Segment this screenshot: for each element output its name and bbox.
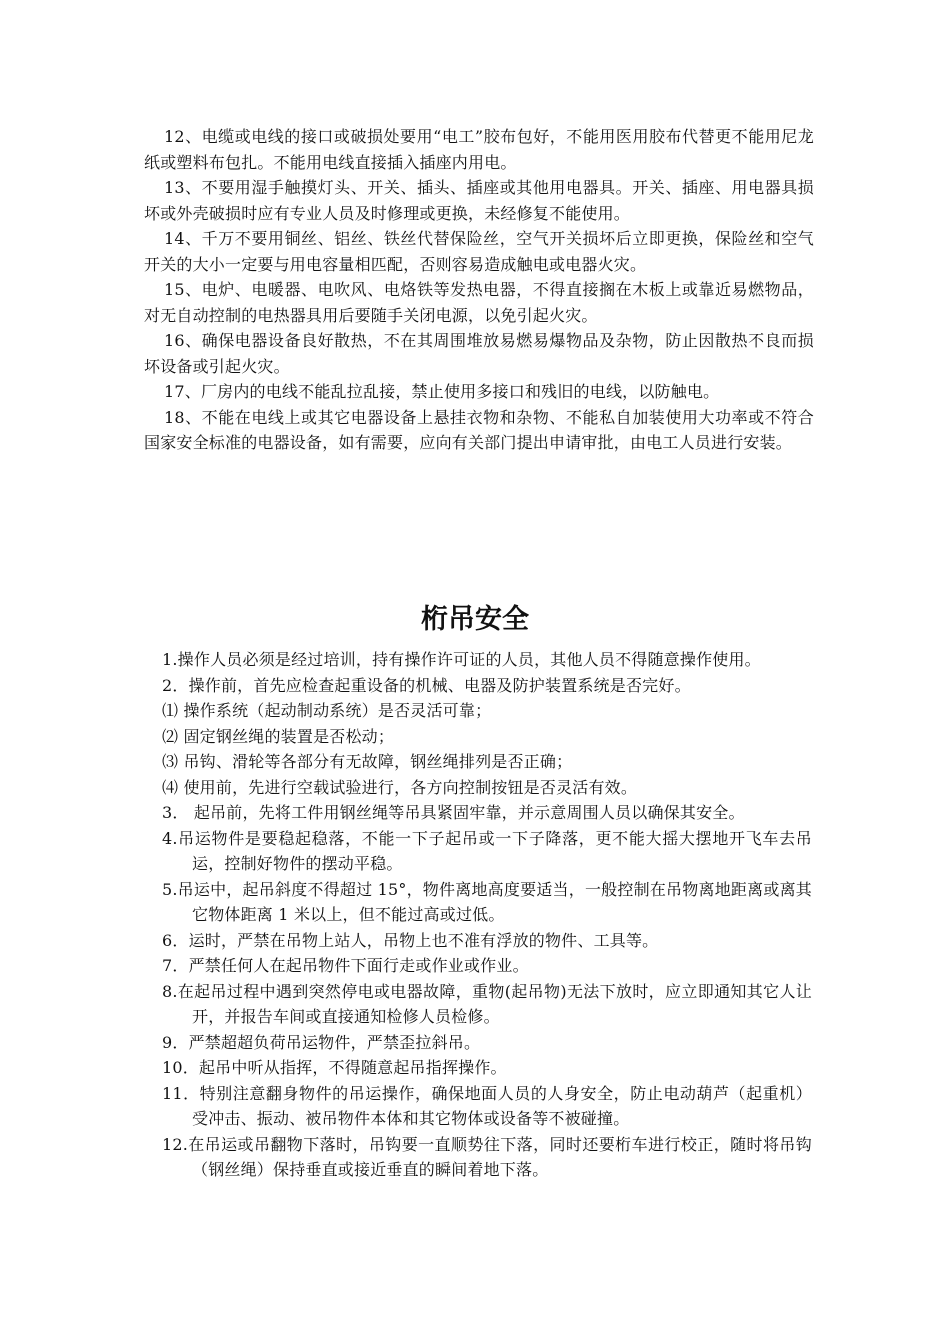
paragraph-15: 15、电炉、电暖器、电吹风、电烙铁等发热电器，不得直接搁在木板上或靠近易燃物品，对无自动控制的电热器具用后要随手关闭电源，以免引起火灾。 (144, 280, 814, 325)
list-item-7: 7．严禁任何人在起吊物件下面行走或作业或作业。 (162, 956, 529, 975)
list-item-3: 3． 起吊前，先将工件用钢丝绳等吊具紧固牢靠，并示意周围人员以确保其安全。 (162, 803, 745, 822)
list-item-2-1: ⑴ 操作系统（起动制动系统）是否灵活可靠； (162, 701, 492, 720)
crane-safety-list (162, 647, 812, 1183)
list-item-12: 12.在吊运或吊翻物下落时，吊钩要一直顺势往下落，同时还要桁车进行校正，随时将吊钩（钢丝绳）保持垂直或接近垂直的瞬间着地下落。 (162, 1134, 812, 1179)
paragraph-18: 18、不能在电线上或其它电器设备上悬挂衣物和杂物、不能私自加装使用大功率或不符合国家安全标准的电器设备，如有需要，应向有关部门提出申请审批，由电工人员进行安装。 (144, 407, 814, 452)
paragraph-13: 13、不要用湿手触摸灯头、开关、插头、插座或其他用电器具。开关、插座、用电器具损坏或外壳破损时应有专业人员及时修理或更换，未经修复不能使用。 (144, 178, 814, 223)
paragraph-16: 16、确保电器设备良好散热，不在其周围堆放易燃易爆物品及杂物，防止因散热不良而损坏设备或引起火灾。 (144, 331, 814, 376)
list-item-6: 6．运时，严禁在吊物上站人，吊物上也不准有浮放的物件、工具等。 (162, 930, 659, 950)
list-item-9: 9．严禁超超负荷吊运物件，严禁歪拉斜吊。 (162, 1032, 481, 1052)
list-item-10: 10．起吊中听从指挥，不得随意起吊指挥操作。 (162, 1058, 507, 1077)
list-item-11: 11．特别注意翻身物件的吊运操作，确保地面人员的人身安全，防止电动葫芦（起重机）受冲击、振动、被吊物件本体和其它物体或设备等不被碰撞。 (162, 1083, 812, 1128)
list-item-5: 5.吊运中，起吊斜度不得超过 15°，物件离地高度要适当，一般控制在吊物离地距离或离其它物体距离 1 米以上，但不能过高或过低。 (162, 879, 812, 924)
list-item-8: 8.在起吊过程中遇到突然停电或电器故障，重物(起吊物)无法下放时，应立即通知其它人让开，并报告车间或直接通知检修人员检修。 (162, 981, 812, 1026)
list-item-4: 4.吊运物件是要稳起稳落，不能一下子起吊或一下子降落，更不能大摇大摆地开飞车去吊运，控制好物件的摆动平稳。 (162, 828, 812, 873)
section-title: 桁吊安全 (421, 604, 529, 635)
list-item-2-3: ⑶ 吊钩、滑轮等各部分有无故障，钢丝绳排列是否正确； (162, 752, 573, 771)
list-item-2-4: ⑷ 使用前，先进行空载试验进行，各方向控制按钮是否灵活有效。 (162, 777, 638, 797)
list-item-2: 2．操作前，首先应检查起重设备的机械、电器及防护装置系统是否完好。 (162, 675, 691, 695)
paragraph-12: 12、电缆或电线的接口或破损处要用“电工”胶布包好，不能用医用胶布代替更不能用尼龙纸或塑料布包扎。不能用电线直接插入插座内用电。 (144, 127, 814, 172)
list-item-1: 1.操作人员必须是经过培训，持有操作许可证的人员，其他人员不得随意操作使用。 (162, 650, 761, 669)
paragraph-14: 14、千万不要用铜丝、铝丝、铁丝代替保险丝，空气开关损坏后立即更换，保险丝和空气开关的大小一定要与用电容量相匹配，否则容易造成触电或电器火灾。 (144, 229, 814, 274)
list-item-2-2: ⑵ 固定钢丝绳的装置是否松动； (162, 726, 395, 746)
paragraph-17: 17、厂房内的电线不能乱拉乱接，禁止使用多接口和残旧的电线，以防触电。 (164, 382, 720, 401)
electrical-safety-continued (144, 124, 814, 456)
